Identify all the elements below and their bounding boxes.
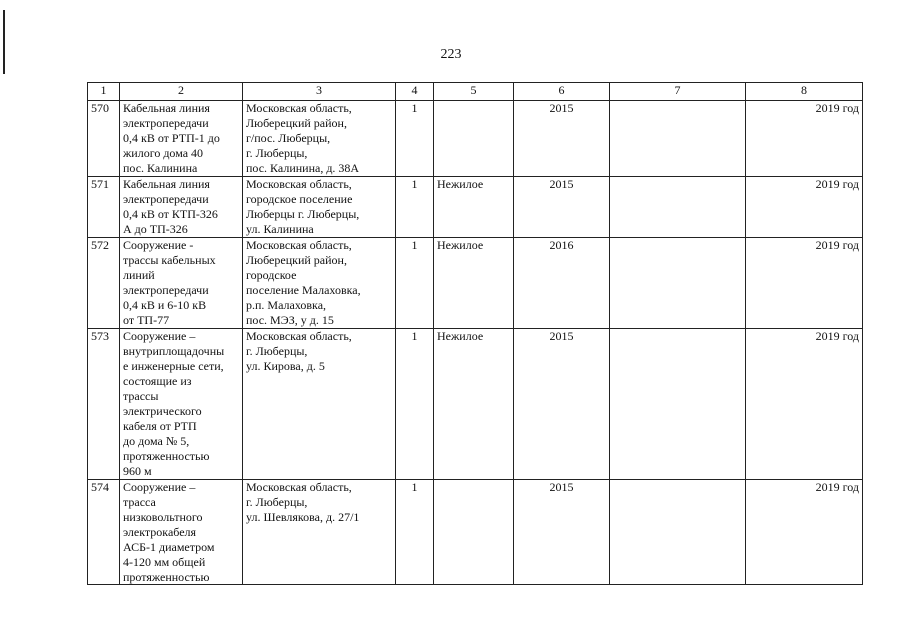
table-row <box>88 177 863 238</box>
col7-cell <box>610 177 746 238</box>
object-name-line: электропередачи <box>123 283 209 297</box>
table-row <box>88 480 863 585</box>
object-name-line: электрического <box>123 404 202 418</box>
object-name-line: состоящие из <box>123 374 192 388</box>
row-number: 571 <box>88 177 120 238</box>
col7-cell <box>610 238 746 329</box>
address-line: городское поселение <box>246 192 353 206</box>
object-name-line: протяженностью <box>123 449 210 463</box>
object-name-line: жилого дома 40 <box>123 146 204 160</box>
address-line: Люберецкий район, <box>246 253 347 267</box>
object-name-line: 0,4 кВ от КТП-326 <box>123 207 218 221</box>
address-line: Люберцы г. Люберцы, <box>246 207 360 221</box>
header-col-3: 3 <box>243 83 396 101</box>
object-name-line: Сооружение – <box>123 480 196 494</box>
address-cell <box>243 177 396 238</box>
object-name-line: протяженностью <box>123 570 210 584</box>
object-name-line: электрокабеля <box>123 525 197 539</box>
header-col-2: 2 <box>120 83 243 101</box>
object-name-cell <box>120 101 243 177</box>
col7-cell <box>610 329 746 480</box>
header-row <box>88 83 863 101</box>
object-name-line: е инженерные сети, <box>123 359 224 373</box>
purpose-cell: Нежилое <box>434 177 514 238</box>
address-line: поселение Малаховка, <box>246 283 361 297</box>
address-line: ул. Кирова, д. 5 <box>246 359 325 373</box>
purpose-cell: Нежилое <box>434 329 514 480</box>
term-cell: 2019 год <box>746 238 863 329</box>
object-name-clip <box>123 480 239 584</box>
term-cell: 2019 год <box>746 101 863 177</box>
purpose-cell <box>434 101 514 177</box>
quantity-cell: 1 <box>396 177 434 238</box>
object-name-line: пос. Калинина <box>123 161 198 175</box>
object-name-line: А до ТП-326 <box>123 222 188 236</box>
object-name-line: низковольтного <box>123 510 203 524</box>
address-line: Люберецкий район, <box>246 116 347 130</box>
quantity-cell: 1 <box>396 101 434 177</box>
object-name-line: 960 м <box>123 464 152 478</box>
address-line: г/пос. Люберцы, <box>246 131 331 145</box>
margin-line <box>3 10 5 74</box>
object-name-line: линий <box>123 268 155 282</box>
col7-cell <box>610 101 746 177</box>
year-cell: 2016 <box>514 238 610 329</box>
purpose-cell: Нежилое <box>434 238 514 329</box>
row-number: 572 <box>88 238 120 329</box>
object-name-line: трассы <box>123 389 159 403</box>
table-row <box>88 329 863 480</box>
address-line: пос. МЭЗ, у д. 15 <box>246 313 334 327</box>
table-row <box>88 238 863 329</box>
address-line: г. Люберцы, <box>246 146 308 160</box>
term-cell: 2019 год <box>746 177 863 238</box>
object-name-line: Кабельная линия <box>123 177 210 191</box>
address-line: р.п. Малаховка, <box>246 298 327 312</box>
object-name-line: Кабельная линия <box>123 101 210 115</box>
address-line: ул. Калинина <box>246 222 314 236</box>
quantity-cell: 1 <box>396 238 434 329</box>
object-name-line: электропередачи <box>123 116 209 130</box>
header-col-5: 5 <box>434 83 514 101</box>
object-name-line: внутриплощадочны <box>123 344 225 358</box>
row-number: 574 <box>88 480 120 585</box>
object-name-line: 0,4 кВ и 6-10 кВ <box>123 298 207 312</box>
header-col-1: 1 <box>88 83 120 101</box>
header-col-8: 8 <box>746 83 863 101</box>
table-row <box>88 101 863 177</box>
address-line: городское <box>246 268 297 282</box>
object-name-line: Сооружение – <box>123 329 196 343</box>
year-cell: 2015 <box>514 101 610 177</box>
object-name-line: трассы кабельных <box>123 253 216 267</box>
address-line: Московская область, <box>246 177 352 191</box>
year-cell: 2015 <box>514 177 610 238</box>
row-number: 570 <box>88 101 120 177</box>
address-line: Московская область, <box>246 480 352 494</box>
object-name-line: от ТП-77 <box>123 313 170 327</box>
object-name-line: 0,4 кВ от РТП-1 до <box>123 131 220 145</box>
quantity-cell: 1 <box>396 480 434 585</box>
object-name-line: до дома № 5, <box>123 434 190 448</box>
object-name-line: 4-120 мм общей <box>123 555 206 569</box>
address-line: ул. Шевлякова, д. 27/1 <box>246 510 360 524</box>
address-line: Московская область, <box>246 329 352 343</box>
page-number: 223 <box>440 47 462 62</box>
header-col-4: 4 <box>396 83 434 101</box>
object-name-line: трасса <box>123 495 156 509</box>
object-name-line: кабеля от РТП <box>123 419 197 433</box>
year-cell: 2015 <box>514 480 610 585</box>
row-number: 573 <box>88 329 120 480</box>
address-line: г. Люберцы, <box>246 495 308 509</box>
registry-table <box>87 82 863 585</box>
object-name-cell <box>120 480 243 585</box>
address-line: Московская область, <box>246 238 352 252</box>
address-line: г. Люберцы, <box>246 344 308 358</box>
object-name-line: Сооружение - <box>123 238 194 252</box>
purpose-cell <box>434 480 514 585</box>
col7-cell <box>610 480 746 585</box>
year-cell: 2015 <box>514 329 610 480</box>
header-col-7: 7 <box>610 83 746 101</box>
object-name-cell <box>120 238 243 329</box>
address-line: Московская область, <box>246 101 352 115</box>
address-cell <box>243 238 396 329</box>
object-name-cell <box>120 177 243 238</box>
object-name-line: электропередачи <box>123 192 209 206</box>
address-cell <box>243 101 396 177</box>
object-name-cell <box>120 329 243 480</box>
object-name-line: АСБ-1 диаметром <box>123 540 215 554</box>
quantity-cell: 1 <box>396 329 434 480</box>
address-cell <box>243 480 396 585</box>
term-cell: 2019 год <box>746 480 863 585</box>
header-col-6: 6 <box>514 83 610 101</box>
address-cell <box>243 329 396 480</box>
term-cell: 2019 год <box>746 329 863 480</box>
address-line: пос. Калинина, д. 38А <box>246 161 360 175</box>
